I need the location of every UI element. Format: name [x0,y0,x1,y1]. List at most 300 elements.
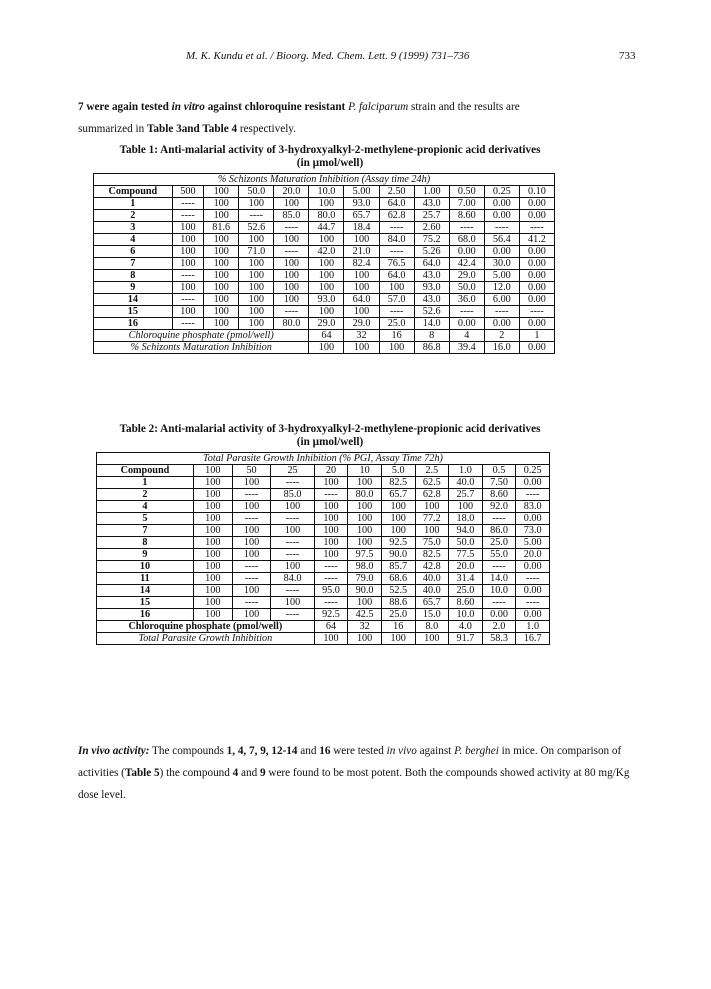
inhibition-value: 39.4 [449,342,484,354]
table-cell: 55.0 [482,549,516,561]
table-cell: 20.0 [449,561,483,573]
column-header-dose: 1.0 [449,465,483,477]
table-cell: 77.2 [415,513,449,525]
column-header-dose: 10 [348,465,382,477]
table-cell: 100 [172,258,203,270]
column-header-dose: 0.10 [519,186,554,198]
table-cell: ---- [172,210,203,222]
table-cell: 62.8 [415,489,449,501]
table-cell: 52.5 [381,585,415,597]
table-cell: ---- [172,318,203,330]
subheader-row [97,453,550,465]
table-cell: 84.0 [271,573,314,585]
table-cell: 14.0 [482,573,516,585]
table-cell: 100 [204,318,239,330]
table-cell: 30.0 [484,258,519,270]
vivo-text: The compounds [149,745,227,757]
table-cell: 64.0 [379,198,414,210]
inhibition-row [94,342,555,354]
table-cell: ---- [516,573,550,585]
table-cell: 86.0 [482,525,516,537]
table-cell: 93.0 [309,294,344,306]
table-cell: 0.00 [516,609,550,621]
table-cell: 25.0 [381,609,415,621]
table-reference: Table 3and Table 4 [146,123,238,135]
table-cell: ---- [314,597,348,609]
compound-id: 3 [94,222,173,234]
compound-id: 9 [97,549,194,561]
compound-id: 2 [94,210,173,222]
column-header-row [97,465,550,477]
in-vivo-heading: In vivo activity: [78,745,150,757]
table-row [97,561,550,573]
inhibition-label: % Schizonts Maturation Inhibition [94,342,309,354]
intro-paragraph [78,96,638,140]
vivo-text: in vivo [386,745,417,757]
column-header-dose: 20 [314,465,348,477]
table-cell: 100 [232,477,271,489]
column-header-dose: 0.25 [484,186,519,198]
table-cell: 100 [239,234,274,246]
table-row [94,210,555,222]
column-header-dose: 100 [204,186,239,198]
subheader-row [94,174,555,186]
table-cell: 82.5 [415,549,449,561]
journal-citation: M. K. Kundu et al. / Bioorg. Med. Chem. Lett. 9 (1999) 731–736 [186,50,470,62]
table-cell: 8.60 [449,597,483,609]
table-cell: 77.5 [449,549,483,561]
table-cell: 100 [415,501,449,513]
table-cell: ---- [519,222,554,234]
table-cell: 100 [232,585,271,597]
column-header-dose: 20.0 [274,186,309,198]
compound-id: 2 [97,489,194,501]
table-subheader: Total Parasite Growth Inhibition (% PGI, Assay Time 72h) [97,453,550,465]
vivo-text: were found to be most potent. Both the compounds showed activity at 80 mg/Kg dose level. [78,767,630,801]
table-cell: 92.5 [381,537,415,549]
vivo-compounds: 16 [319,745,331,757]
table-cell: 80.0 [348,489,382,501]
table-cell: ---- [271,585,314,597]
table-cell: 81.6 [204,222,239,234]
table-cell: 0.00 [516,477,550,489]
intro-text: respectively. [237,123,296,135]
table-cell: 100 [193,501,232,513]
table-cell: 100 [314,513,348,525]
table-cell: ---- [232,489,271,501]
table-cell: 41.2 [519,234,554,246]
column-header-dose: 1.00 [414,186,449,198]
table-cell: 0.00 [449,246,484,258]
table-cell: 100 [348,513,382,525]
table-cell: 100 [193,561,232,573]
column-header-dose: 50.0 [239,186,274,198]
table-cell: 100 [314,537,348,549]
table-cell: 64.0 [344,294,379,306]
table-cell: ---- [172,294,203,306]
table-cell: 100 [348,501,382,513]
table-cell: 0.00 [516,585,550,597]
table-cell: 100 [348,525,382,537]
table-cell: 100 [348,597,382,609]
table-cell: 100 [239,258,274,270]
inhibition-value: 100 [309,342,344,354]
table-row [97,489,550,501]
table-cell: 5.26 [414,246,449,258]
table-cell: 31.4 [449,573,483,585]
column-header-dose: 25 [271,465,314,477]
table-cell: 52.6 [414,306,449,318]
table-cell: ---- [519,306,554,318]
table-cell: 100 [274,294,309,306]
table-cell: 100 [348,477,382,489]
table-cell: 100 [204,294,239,306]
table-cell: 57.0 [379,294,414,306]
table-cell: 0.00 [516,561,550,573]
table-cell: ---- [271,513,314,525]
table-cell: 100 [204,270,239,282]
table-cell: 100 [274,282,309,294]
table-cell: 100 [309,234,344,246]
table-cell: 68.6 [381,573,415,585]
table-cell: 100 [232,537,271,549]
table-cell: ---- [232,597,271,609]
table-cell: 75.2 [414,234,449,246]
column-header-dose: 100 [193,465,232,477]
table-cell: 10.0 [482,585,516,597]
table-cell: 100 [344,234,379,246]
table-cell: 100 [193,537,232,549]
table-cell: 100 [274,258,309,270]
table-cell: ---- [274,306,309,318]
table2 [96,452,550,645]
table-cell: ---- [172,270,203,282]
table-cell: 85.0 [274,210,309,222]
table-cell: 76.5 [379,258,414,270]
table-cell: 85.0 [271,489,314,501]
table-cell: 100 [193,609,232,621]
inhibition-label: Total Parasite Growth Inhibition [97,633,315,645]
table-cell: 43.0 [414,294,449,306]
table-cell: 29.0 [309,318,344,330]
table-cell: 93.0 [414,282,449,294]
vivo-text: against [416,745,455,757]
table-cell: ---- [484,306,519,318]
compound-id: 16 [97,609,194,621]
table-cell: ---- [482,513,516,525]
table-cell: 100 [204,306,239,318]
table-cell: 21.0 [344,246,379,258]
table-cell: 100 [274,270,309,282]
table-cell: ---- [379,222,414,234]
chloroquine-label: Chloroquine phosphate (pmol/well) [94,330,309,342]
table-cell: 100 [204,258,239,270]
table-cell: 0.00 [484,198,519,210]
compound-id: 4 [94,234,173,246]
table-cell: 0.00 [482,609,516,621]
inhibition-value: 100 [344,342,379,354]
compound-id: 14 [94,294,173,306]
table-cell: 0.00 [449,318,484,330]
table-cell: 62.8 [379,210,414,222]
table-cell: 12.0 [484,282,519,294]
column-header-dose: 2.5 [415,465,449,477]
table-cell: 43.0 [414,270,449,282]
chloroquine-dose: 8 [414,330,449,342]
compound-id: 16 [94,318,173,330]
vivo-compounds: 9 [260,767,266,779]
table-cell: 93.0 [344,198,379,210]
column-header-dose: 5.00 [344,186,379,198]
compound-id: 8 [94,270,173,282]
table-cell: ---- [232,513,271,525]
table-cell: 65.7 [415,597,449,609]
table-cell: ---- [271,609,314,621]
table-cell: 64.0 [379,270,414,282]
column-header-row [94,186,555,198]
table-cell: 25.0 [482,537,516,549]
table-row [97,573,550,585]
table-cell: 98.0 [348,561,382,573]
table-cell: 100 [381,501,415,513]
page-number: 733 [619,50,636,62]
table-cell: ---- [379,246,414,258]
table-cell: 100 [193,525,232,537]
table-row [94,294,555,306]
table-cell: 85.7 [381,561,415,573]
column-header-dose: 0.5 [482,465,516,477]
chloroquine-dose: 16 [379,330,414,342]
inhibition-value: 100 [314,633,348,645]
table-row [97,597,550,609]
table-cell: 100 [381,513,415,525]
table-cell: ---- [314,489,348,501]
table-cell: 25.7 [414,210,449,222]
table-cell: 100 [309,282,344,294]
table-cell: 0.00 [519,294,554,306]
column-header-compound: Compound [94,186,173,198]
table-cell: ---- [314,573,348,585]
table-cell: ---- [516,597,550,609]
table-cell: 100 [232,525,271,537]
chloroquine-dose: 64 [314,621,348,633]
table-cell: 100 [172,246,203,258]
inhibition-value: 86.8 [414,342,449,354]
compound-id: 8 [97,537,194,549]
table-cell: 100 [271,561,314,573]
table-cell: ---- [232,573,271,585]
table-cell: 29.0 [449,270,484,282]
table-cell: ---- [482,597,516,609]
table-cell: 100 [309,198,344,210]
table-cell: 15.0 [415,609,449,621]
table-cell: 82.4 [344,258,379,270]
table-row [97,501,550,513]
table-row [97,549,550,561]
compound-id: 5 [97,513,194,525]
table-cell: ---- [239,210,274,222]
intro-species: P. falciparum [348,101,409,113]
table-cell: ---- [379,306,414,318]
table-cell: 5.00 [484,270,519,282]
table-cell: ---- [274,222,309,234]
vivo-species: P. berghei [454,745,499,757]
table-cell: 43.0 [414,198,449,210]
table-cell: 100 [381,525,415,537]
table-cell: 100 [204,198,239,210]
table-cell: 80.0 [274,318,309,330]
table-cell: 100 [379,282,414,294]
table-cell: 100 [271,597,314,609]
table-cell: ---- [274,246,309,258]
table-cell: 100 [204,234,239,246]
table-cell: 64.0 [414,258,449,270]
table-cell: 2.60 [414,222,449,234]
table-cell: 100 [204,246,239,258]
chloroquine-dose: 4 [449,330,484,342]
table-cell: 100 [232,501,271,513]
table-cell: 100 [232,549,271,561]
column-header-dose: 0.25 [516,465,550,477]
compound-id: 1 [97,477,194,489]
chloroquine-row [97,621,550,633]
vivo-text: ) the compound [159,767,233,779]
table-cell: ---- [271,549,314,561]
table-row [94,258,555,270]
vivo-compounds: 1, 4, 7, 9, 12-14 [226,745,298,757]
intro-text: against chloroquine resistant [204,101,349,113]
table-cell: 100 [344,282,379,294]
table-cell: 84.0 [379,234,414,246]
table-row [94,318,555,330]
table-cell: 100 [172,234,203,246]
chloroquine-dose: 8.0 [415,621,449,633]
intro-text: 7 were again tested [78,101,172,113]
table-cell: 80.0 [309,210,344,222]
column-header-dose: 0.50 [449,186,484,198]
inhibition-value: 16.7 [516,633,550,645]
table-cell: 100 [193,597,232,609]
chloroquine-dose: 16 [381,621,415,633]
table-cell: 100 [239,270,274,282]
table-cell: 18.0 [449,513,483,525]
inhibition-value: 91.7 [449,633,483,645]
table-cell: 40.0 [449,477,483,489]
table-subheader: % Schizonts Maturation Inhibition (Assay time 24h) [94,174,555,186]
table-reference: Table 5 [124,767,160,779]
column-header-compound: Compound [97,465,194,477]
table-cell: 0.00 [516,513,550,525]
table-cell: 0.00 [484,210,519,222]
table-cell: 100 [239,294,274,306]
table-cell: 0.00 [519,282,554,294]
table-cell: 65.7 [344,210,379,222]
chloroquine-dose: 4.0 [449,621,483,633]
table-row [94,222,555,234]
table-cell: 7.00 [449,198,484,210]
table-cell: 0.00 [519,258,554,270]
table-cell: 8.60 [482,489,516,501]
table-cell: 83.0 [516,501,550,513]
table-cell: 0.00 [519,270,554,282]
table-cell: 100 [239,306,274,318]
table-cell: 10.0 [449,609,483,621]
table-cell: 62.5 [415,477,449,489]
table-row [97,525,550,537]
table-cell: 25.0 [379,318,414,330]
vivo-text: in mice. On comparison of activities ( [78,745,622,779]
table-cell: 100 [309,270,344,282]
table-cell: 0.00 [484,246,519,258]
table-cell: 100 [274,234,309,246]
compound-id: 15 [97,597,194,609]
table-cell: 100 [204,210,239,222]
table-cell: 68.0 [449,234,484,246]
table-cell: 40.0 [415,573,449,585]
table-cell: 29.0 [344,318,379,330]
table2-units: (in µmol/well) [296,436,364,448]
table-cell: 40.0 [415,585,449,597]
table-cell: ---- [449,222,484,234]
table-row [94,306,555,318]
column-header-dose: 5.0 [381,465,415,477]
in-vivo-paragraph [78,740,638,806]
table-cell: 52.6 [239,222,274,234]
inhibition-value: 0.00 [519,342,554,354]
table-cell: 100 [239,198,274,210]
table-cell: 97.5 [348,549,382,561]
table-cell: 25.7 [449,489,483,501]
inhibition-row [97,633,550,645]
table-cell: ---- [271,477,314,489]
table-cell: ---- [449,306,484,318]
vivo-text: and [238,767,260,779]
table-cell: 100 [271,525,314,537]
table-cell: 14.0 [414,318,449,330]
chloroquine-dose: 2 [484,330,519,342]
table-cell: 100 [239,318,274,330]
table-cell: 88.6 [381,597,415,609]
table-cell: 5.00 [516,537,550,549]
table-row [97,537,550,549]
table-cell: 82.5 [381,477,415,489]
table-cell: 100 [172,306,203,318]
table-cell: 20.0 [516,549,550,561]
table-cell: 100 [172,222,203,234]
chloroquine-label: Chloroquine phosphate (pmol/well) [97,621,315,633]
table-cell: 100 [193,477,232,489]
table-row [97,585,550,597]
table-cell: 94.0 [449,525,483,537]
table-cell: 8.60 [449,210,484,222]
compound-id: 10 [97,561,194,573]
table-cell: 100 [193,573,232,585]
chloroquine-row [94,330,555,342]
table-cell: 100 [344,306,379,318]
table-cell: 73.0 [516,525,550,537]
table2-caption [70,423,590,449]
vivo-compounds: 4 [232,767,239,779]
table-cell: 90.0 [381,549,415,561]
table-cell: 90.0 [348,585,382,597]
inhibition-value: 100 [381,633,415,645]
table-cell: 42.8 [415,561,449,573]
compound-id: 7 [97,525,194,537]
table-cell: 100 [271,501,314,513]
table-cell: 100 [204,282,239,294]
table1 [93,173,555,354]
table-cell: 100 [193,585,232,597]
